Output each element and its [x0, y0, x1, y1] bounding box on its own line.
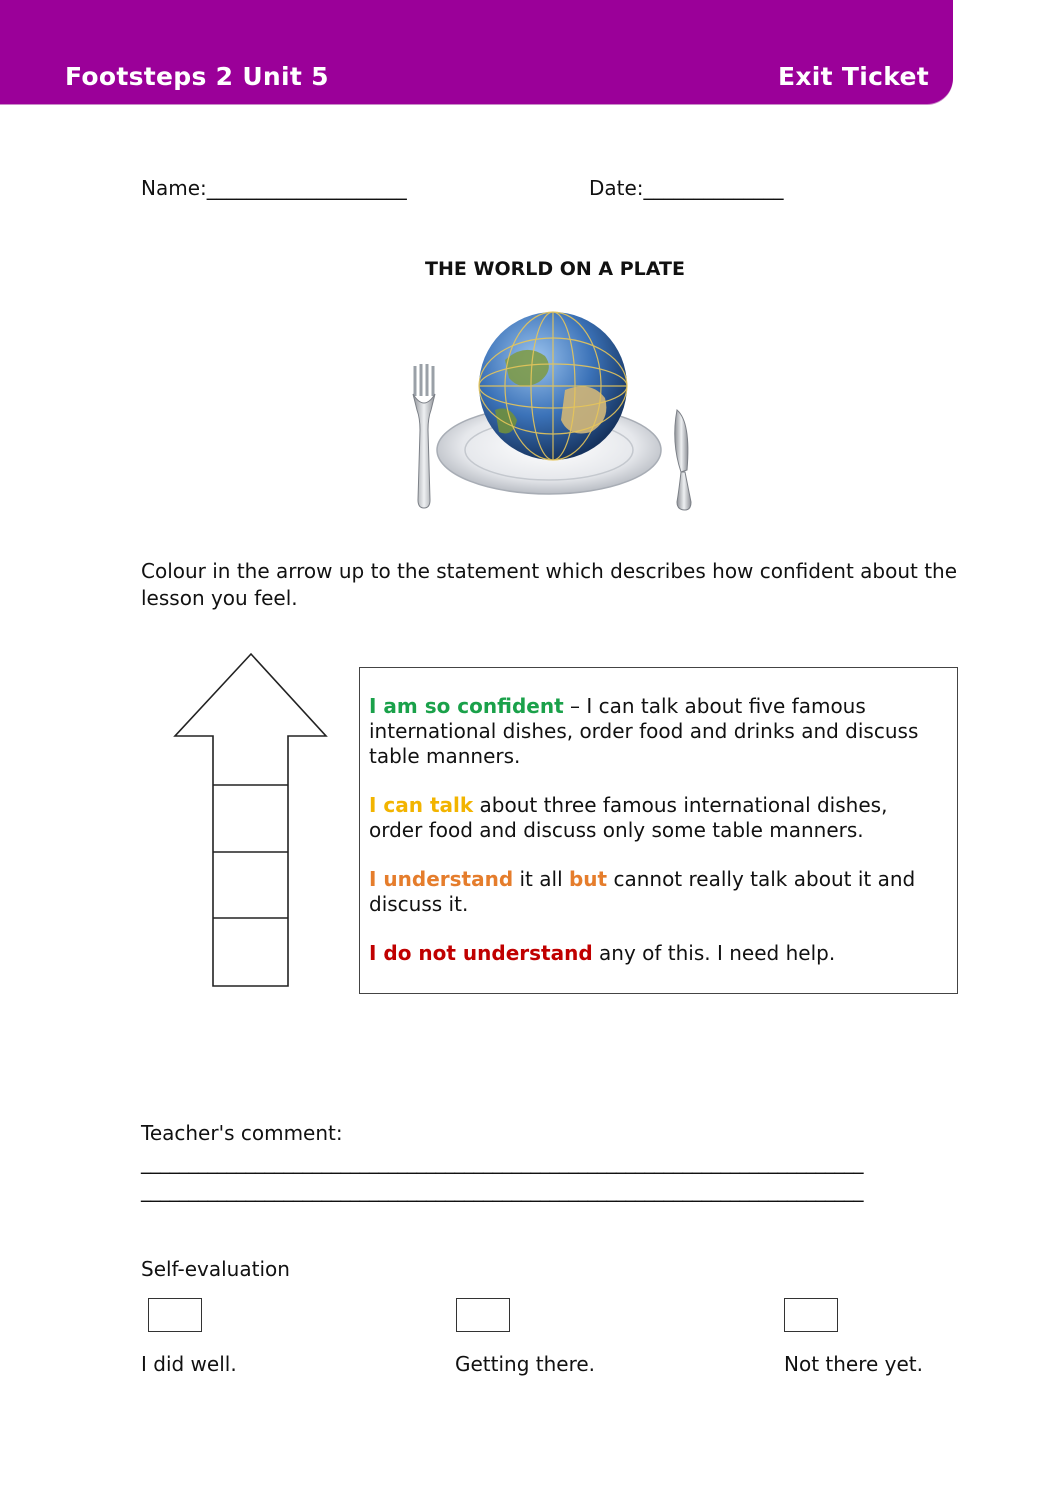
confidence-arrow[interactable]	[172, 652, 332, 992]
statement-can-talk: I can talk about three famous international dishes, order food and discuss only some table manners.	[369, 793, 888, 842]
option-not-there-yet: Not there yet.	[784, 1352, 924, 1376]
teacher-comment-label: Teacher's comment:	[141, 1121, 343, 1145]
unit-title: Footsteps 2 Unit 5	[65, 62, 329, 91]
name-field[interactable]: Name:____________________	[141, 176, 407, 200]
teacher-comment-line-2[interactable]: ____________________________________________________________________________	[141, 1178, 863, 1202]
confidence-statements-box	[359, 667, 958, 994]
did-well-checkbox[interactable]	[148, 1298, 202, 1332]
statement-not-understand: I do not understand any of this. I need help.	[369, 941, 836, 965]
self-evaluation-label: Self-evaluation	[141, 1257, 290, 1281]
option-did-well: I did well.	[141, 1352, 237, 1376]
statement-understand: I understand it all but cannot really talk about it and discuss it.	[369, 867, 916, 916]
getting-there-checkbox[interactable]	[456, 1298, 510, 1332]
worksheet-title: THE WORLD ON A PLATE	[425, 258, 685, 280]
exit-ticket-title: Exit Ticket	[777, 62, 929, 91]
knife-icon	[675, 410, 691, 510]
not-there-yet-checkbox[interactable]	[784, 1298, 838, 1332]
globe-plate-illustration	[385, 300, 725, 520]
option-getting-there: Getting there.	[455, 1352, 596, 1376]
date-field[interactable]: Date:______________	[589, 176, 784, 200]
header-banner	[0, 0, 953, 104]
globe-icon	[479, 312, 627, 460]
fork-icon	[413, 364, 435, 508]
teacher-comment-line-1[interactable]: ____________________________________________________________________________	[141, 1150, 863, 1174]
statement-confident: I am so confident – I can talk about five famous international dishes, order food and drinks and discuss table manners.	[369, 694, 919, 768]
instructions-text: Colour in the arrow up to the statement which describes how confident about the lesson you feel.	[141, 559, 958, 610]
